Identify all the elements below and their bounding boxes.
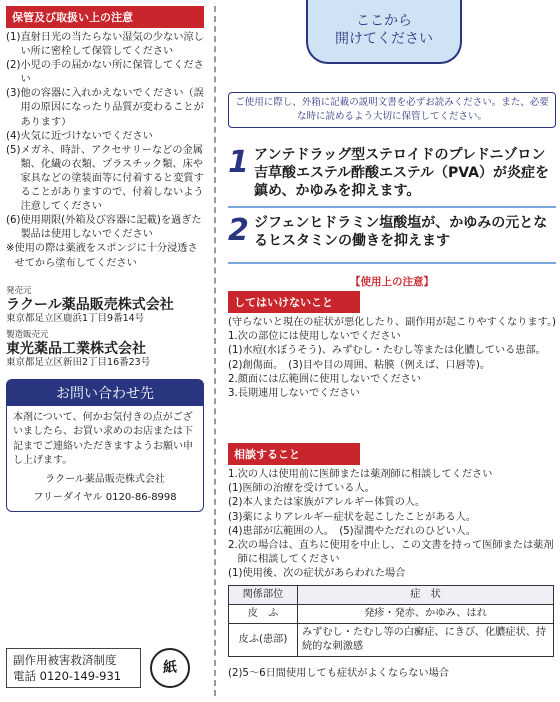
list-item-number: (1) bbox=[228, 345, 243, 357]
list-item-number: 3. bbox=[228, 388, 238, 400]
list-item-number: 1. bbox=[228, 331, 238, 343]
list-item-text: 使用期限(外箱及び容器に記載)を過ぎた製品は使用しないでください bbox=[20, 215, 202, 241]
consult-heading: 相談すること bbox=[228, 443, 360, 465]
seller-address: 東京都足立区鹿浜1丁目9番14号 bbox=[6, 312, 145, 324]
list-item-text: 直射日光の当たらない湿気の少ない涼しい所に密栓して保管してください bbox=[20, 32, 204, 58]
list-item-text: メガネ、時計、アクセサリーなどの金属類、化繊の衣類、プラスチック類、床や家具などの塗装面等に付着すると変質することがありますので、付着しないよう注意してください bbox=[20, 144, 204, 213]
list-item-text: 小児の手の届かない所に保管してください bbox=[20, 60, 204, 86]
list-item-text: 顔面には広範囲に使用しないでください bbox=[237, 373, 422, 385]
list-item bbox=[6, 242, 204, 270]
table-row bbox=[229, 604, 554, 623]
list-item bbox=[228, 539, 558, 567]
table-header-cell: 症 状 bbox=[298, 585, 554, 604]
list-item-number: (4) bbox=[6, 130, 21, 142]
list-item-text: 火気に近づけないでください bbox=[20, 130, 153, 142]
list-item bbox=[6, 144, 204, 214]
company-info bbox=[6, 285, 204, 369]
contact-text: 本剤について、何かお気付きの点がございましたら、お買い求めのお店または下記までご連絡いただきますようお願い申し上げます。 bbox=[13, 411, 193, 467]
list-item-number: (1) bbox=[228, 568, 243, 580]
list-item-text: 水痘(水ぼうそう)、みずむし・たむし等または化膿している患部。 bbox=[242, 345, 546, 357]
relief-system-box bbox=[6, 648, 141, 688]
list-item-number: (3) bbox=[228, 511, 243, 523]
list-item bbox=[228, 330, 558, 344]
list-item-text: 次の場合は、直ちに使用を中止し、この文書を持って医師または薬剤師に相談してください bbox=[237, 540, 554, 566]
list-item-number: 1. bbox=[228, 469, 238, 480]
read-notice: ご使用に際し、外箱に記載の説明文書を必ずお読みください。また、必要な時に読めるよう大切に保管してください。 bbox=[228, 92, 556, 128]
table-cell: 発疹・発赤、かゆみ、はれ bbox=[298, 604, 554, 623]
seller-label: 発売元 bbox=[6, 285, 32, 296]
use-precautions-title: 【使用上の注意】 bbox=[350, 276, 434, 288]
contact-phone: フリーダイヤル 0120-86-8998 bbox=[33, 492, 177, 504]
list-item-number: (5) bbox=[6, 144, 21, 156]
list-item bbox=[228, 387, 558, 401]
list-item-number: (6) bbox=[6, 215, 21, 227]
table-header-cell: 関係部位 bbox=[229, 585, 298, 604]
list-item-text: 長期連用しないでください bbox=[237, 388, 360, 400]
relief-phone: 電話 0120-149-931 bbox=[13, 669, 122, 683]
relief-title: 副作用被害救済制度 bbox=[13, 653, 117, 667]
list-item bbox=[228, 496, 558, 510]
list-item bbox=[228, 468, 558, 482]
list-item-text: 次の人は使用前に医師または薬剤師に相談してください bbox=[237, 469, 493, 480]
consult-section bbox=[228, 443, 558, 681]
list-item bbox=[228, 525, 558, 539]
list-item bbox=[228, 373, 558, 387]
list-item-number: (3) bbox=[6, 88, 21, 100]
feature-divider bbox=[228, 206, 556, 208]
list-item bbox=[228, 567, 558, 581]
table-cell: 皮ふ(患部) bbox=[229, 623, 298, 656]
open-here-tab[interactable] bbox=[306, 0, 462, 64]
dont-list bbox=[228, 316, 558, 401]
list-item bbox=[228, 316, 558, 330]
consult-list bbox=[228, 468, 558, 582]
table-cell: 皮 ふ bbox=[229, 604, 298, 623]
list-item-text: 他の容器に入れかえないでください（誤用の原因になったり品質が変わることがあります） bbox=[20, 88, 204, 128]
list-item bbox=[6, 59, 204, 87]
list-item-number: (1) bbox=[228, 483, 243, 495]
list-item-number: (2) bbox=[228, 359, 243, 371]
list-item bbox=[228, 511, 558, 525]
list-item bbox=[228, 359, 558, 373]
left-panel bbox=[0, 0, 210, 702]
feature-text: ジフェンヒドラミン塩酸塩が、かゆみの元となるヒスタミンの働きを抑えます bbox=[254, 215, 548, 249]
table-header-row bbox=[229, 585, 554, 604]
list-item-text: 患部が広範囲の人。 (5)湿潤やただれのひどい人。 bbox=[242, 525, 476, 537]
feature-number: 2 bbox=[228, 213, 249, 248]
feature-divider bbox=[228, 262, 556, 264]
list-item bbox=[6, 214, 204, 242]
storage-list bbox=[6, 31, 204, 271]
right-panel bbox=[224, 0, 560, 702]
list-item-number: (4) bbox=[228, 525, 243, 537]
symptom-table bbox=[228, 585, 554, 657]
list-item-text: 医師の治療を受けている人。 bbox=[242, 483, 375, 495]
contact-company: ラクール薬品販売株式会社 bbox=[45, 473, 165, 485]
list-item bbox=[228, 482, 558, 496]
list-item-text: 使用の際は薬液をスポンジに十分浸透させてから塗布してください bbox=[14, 243, 198, 269]
perforation-line bbox=[214, 6, 216, 696]
list-item-text: 本人または家族がアレルギー体質の人。 bbox=[242, 497, 426, 509]
table-cell: みずむし・たむし等の白癬症、にきび、化膿症状、持続的な刺激感 bbox=[298, 623, 554, 656]
open-tab-line2: 開けてください bbox=[335, 31, 433, 47]
list-item-number: (2) bbox=[6, 60, 21, 72]
open-tab-line1: ここから bbox=[356, 13, 412, 29]
feature-2 bbox=[228, 214, 556, 250]
list-item-number: ※ bbox=[6, 243, 15, 255]
list-item bbox=[6, 31, 204, 59]
contact-title: お問い合わせ先 bbox=[7, 380, 203, 406]
contact-box bbox=[6, 379, 204, 512]
dont-heading: してはいけないこと bbox=[228, 291, 360, 313]
list-item-number: 2. bbox=[228, 373, 238, 385]
feature-text: アンテドラッグ型ステロイドのプレドニゾロン吉草酸エステル酢酸エステル（PVA）が炎症を鎮め、かゆみを抑えます。 bbox=[254, 147, 550, 199]
list-item bbox=[6, 87, 204, 129]
maker-name: 東光薬品工業株式会社 bbox=[6, 340, 146, 357]
list-item-number: 2. bbox=[228, 540, 238, 552]
list-item bbox=[228, 344, 558, 358]
feature-number: 1 bbox=[228, 145, 249, 180]
maker-label: 製造販売元 bbox=[6, 329, 49, 340]
list-item-number: (2) bbox=[228, 497, 243, 509]
list-item-text: (守らないと現在の症状が悪化したり、副作用が起こりやすくなります。) bbox=[228, 317, 557, 328]
maker-address: 東京都足立区新田2丁目16番23号 bbox=[6, 356, 151, 368]
table-row bbox=[229, 623, 554, 656]
list-item-text: 次の部位には使用しないでください bbox=[237, 331, 401, 343]
list-item-text: 創傷面。 (3)目や目の周囲、粘膜（例えば、口唇等)。 bbox=[242, 359, 491, 371]
dont-section bbox=[228, 291, 558, 401]
list-item-text: 使用後、次の症状があらわれた場合 bbox=[242, 568, 406, 580]
list-item-text: 薬によりアレルギー症状を起こしたことがある人。 bbox=[242, 511, 477, 523]
contact-body bbox=[7, 406, 203, 511]
list-item-number: (1) bbox=[6, 32, 21, 43]
feature-1 bbox=[228, 146, 556, 200]
list-item bbox=[6, 130, 204, 144]
seller-name: ラクール薬品販売株式会社 bbox=[6, 296, 174, 313]
paper-recycle-icon: 紙 bbox=[150, 648, 190, 688]
storage-heading: 保管及び取扱い上の注意 bbox=[6, 6, 204, 28]
consult-after-line: (2)5〜6日間使用しても症状がよくならない場合 bbox=[228, 667, 449, 679]
